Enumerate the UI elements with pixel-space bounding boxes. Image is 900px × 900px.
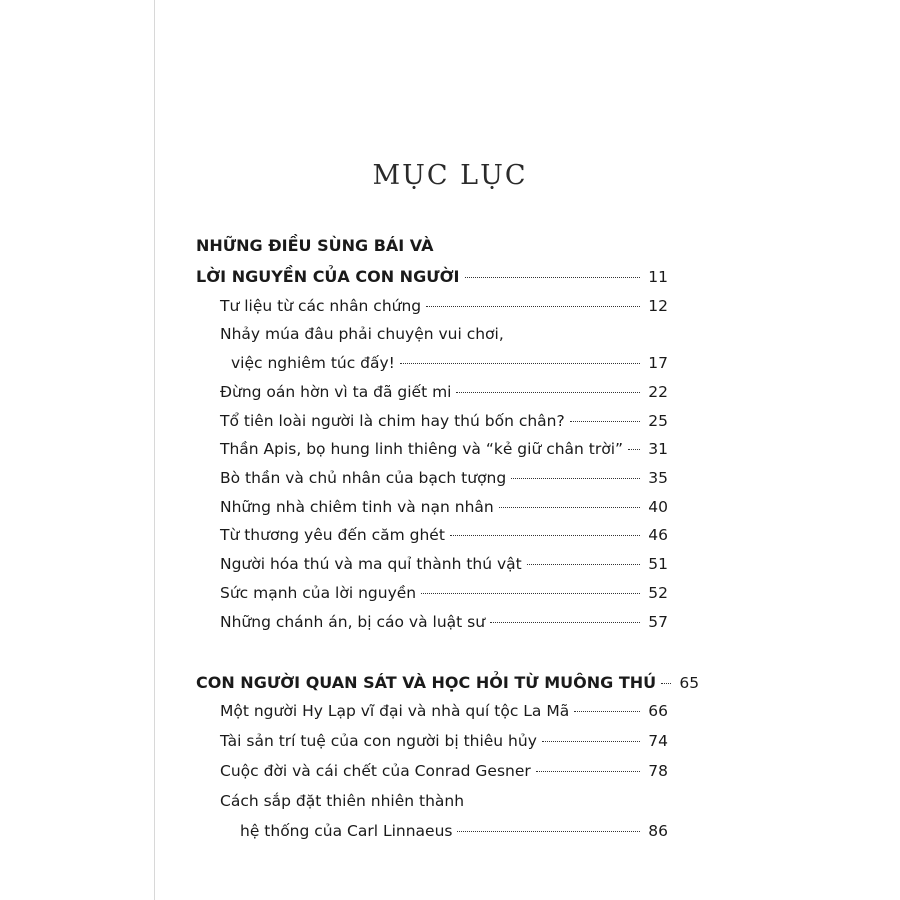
entry-title: Tài sản trí tuệ của con người bị thiêu hủy <box>220 732 537 750</box>
page-number: 40 <box>648 498 668 516</box>
toc-entry[interactable] <box>220 521 668 549</box>
entry-title: Sức mạnh của lời nguyền <box>220 584 417 602</box>
entry-title: Người hóa thú và ma quỉ thành thú vật <box>220 555 522 573</box>
toc-entry[interactable] <box>220 407 668 435</box>
toc-entry[interactable] <box>220 697 668 725</box>
leader-dots <box>400 363 640 364</box>
page-number: 74 <box>648 732 668 750</box>
page-number: 78 <box>648 762 668 780</box>
leader-dots <box>457 831 640 832</box>
toc-entry-continuation[interactable] <box>240 817 668 845</box>
section-heading-title: CON NGƯỜI QUAN SÁT VÀ HỌC HỎI TỪ MUÔNG THÚ <box>196 673 657 692</box>
page-number: 31 <box>648 440 668 458</box>
page-number: 12 <box>648 297 668 315</box>
leader-dots <box>628 449 640 450</box>
page-title: MỤC LỤC <box>372 160 528 191</box>
section-heading-line2: LỜI NGUYỀN CỦA CON NGƯỜI <box>196 267 460 286</box>
toc-entry[interactable] <box>220 727 668 755</box>
entry-title: Tổ tiên loài người là chim hay thú bốn chân? <box>220 412 565 430</box>
toc-entry[interactable] <box>220 378 668 406</box>
page-number: 51 <box>648 555 668 573</box>
toc-entry[interactable] <box>220 435 668 463</box>
leader-dots <box>490 622 640 623</box>
page-number: 86 <box>648 822 668 840</box>
page-number: 22 <box>648 383 668 401</box>
entry-title: Những nhà chiêm tinh và nạn nhân <box>220 498 494 516</box>
leader-dots <box>536 771 640 772</box>
entry-title-line2: hệ thống của Carl Linnaeus <box>240 822 453 840</box>
entry-title-line1: Nhảy múa đâu phải chuyện vui chơi, <box>220 325 504 343</box>
entry-title: Cuộc đời và cái chết của Conrad Gesner <box>220 762 531 780</box>
toc-entry[interactable] <box>220 608 668 636</box>
leader-dots <box>542 741 640 742</box>
leader-dots <box>450 535 640 536</box>
page-number: 25 <box>648 412 668 430</box>
toc-entry[interactable] <box>220 320 668 348</box>
entry-title: Bò thần và chủ nhân của bạch tượng <box>220 469 507 487</box>
page-number: 35 <box>648 469 668 487</box>
entry-title: Từ thương yêu đến căm ghét <box>220 526 445 544</box>
leader-dots <box>465 277 641 278</box>
leader-dots <box>511 478 640 479</box>
toc-entry[interactable] <box>220 787 668 815</box>
page-fold-edge <box>154 0 155 900</box>
leader-dots <box>570 421 640 422</box>
entry-title-line1: Cách sắp đặt thiên nhiên thành <box>220 792 465 810</box>
entry-title: Một người Hy Lạp vĩ đại và nhà quí tộc La Mã <box>220 702 570 720</box>
toc-entry[interactable] <box>220 757 668 785</box>
page-number: 11 <box>648 268 668 286</box>
page-number: 17 <box>648 354 668 372</box>
toc-entry[interactable] <box>220 550 668 578</box>
section-heading[interactable] <box>196 263 668 291</box>
entry-title: Đừng oán hờn vì ta đã giết mi <box>220 383 452 401</box>
page-number: 52 <box>648 584 668 602</box>
page-number: 46 <box>648 526 668 544</box>
page-number: 65 <box>679 674 700 692</box>
entry-title: Tư liệu từ các nhân chứng <box>220 297 422 315</box>
leader-dots <box>426 306 640 307</box>
entry-title-line2: việc nghiêm túc đấy! <box>231 354 395 372</box>
section-heading-line1: NHỮNG ĐIỀU SÙNG BÁI VÀ <box>196 236 434 255</box>
entry-title: Những chánh án, bị cáo và luật sư <box>220 613 486 631</box>
toc-entry[interactable] <box>220 493 668 521</box>
leader-dots <box>456 392 640 393</box>
toc-entry-continuation[interactable] <box>231 349 668 377</box>
page-number: 66 <box>648 702 668 720</box>
section-heading[interactable] <box>196 232 668 260</box>
leader-dots <box>574 711 640 712</box>
section-heading[interactable] <box>196 669 700 697</box>
toc-entry[interactable] <box>220 579 668 607</box>
leader-dots <box>527 564 640 565</box>
toc-entry[interactable] <box>220 464 668 492</box>
leader-dots <box>661 683 671 684</box>
page-number: 57 <box>648 613 668 631</box>
entry-title: Thần Apis, bọ hung linh thiêng và “kẻ giữ chân trời” <box>220 440 624 458</box>
leader-dots <box>499 507 640 508</box>
leader-dots <box>421 593 640 594</box>
toc-entry[interactable] <box>220 292 668 320</box>
